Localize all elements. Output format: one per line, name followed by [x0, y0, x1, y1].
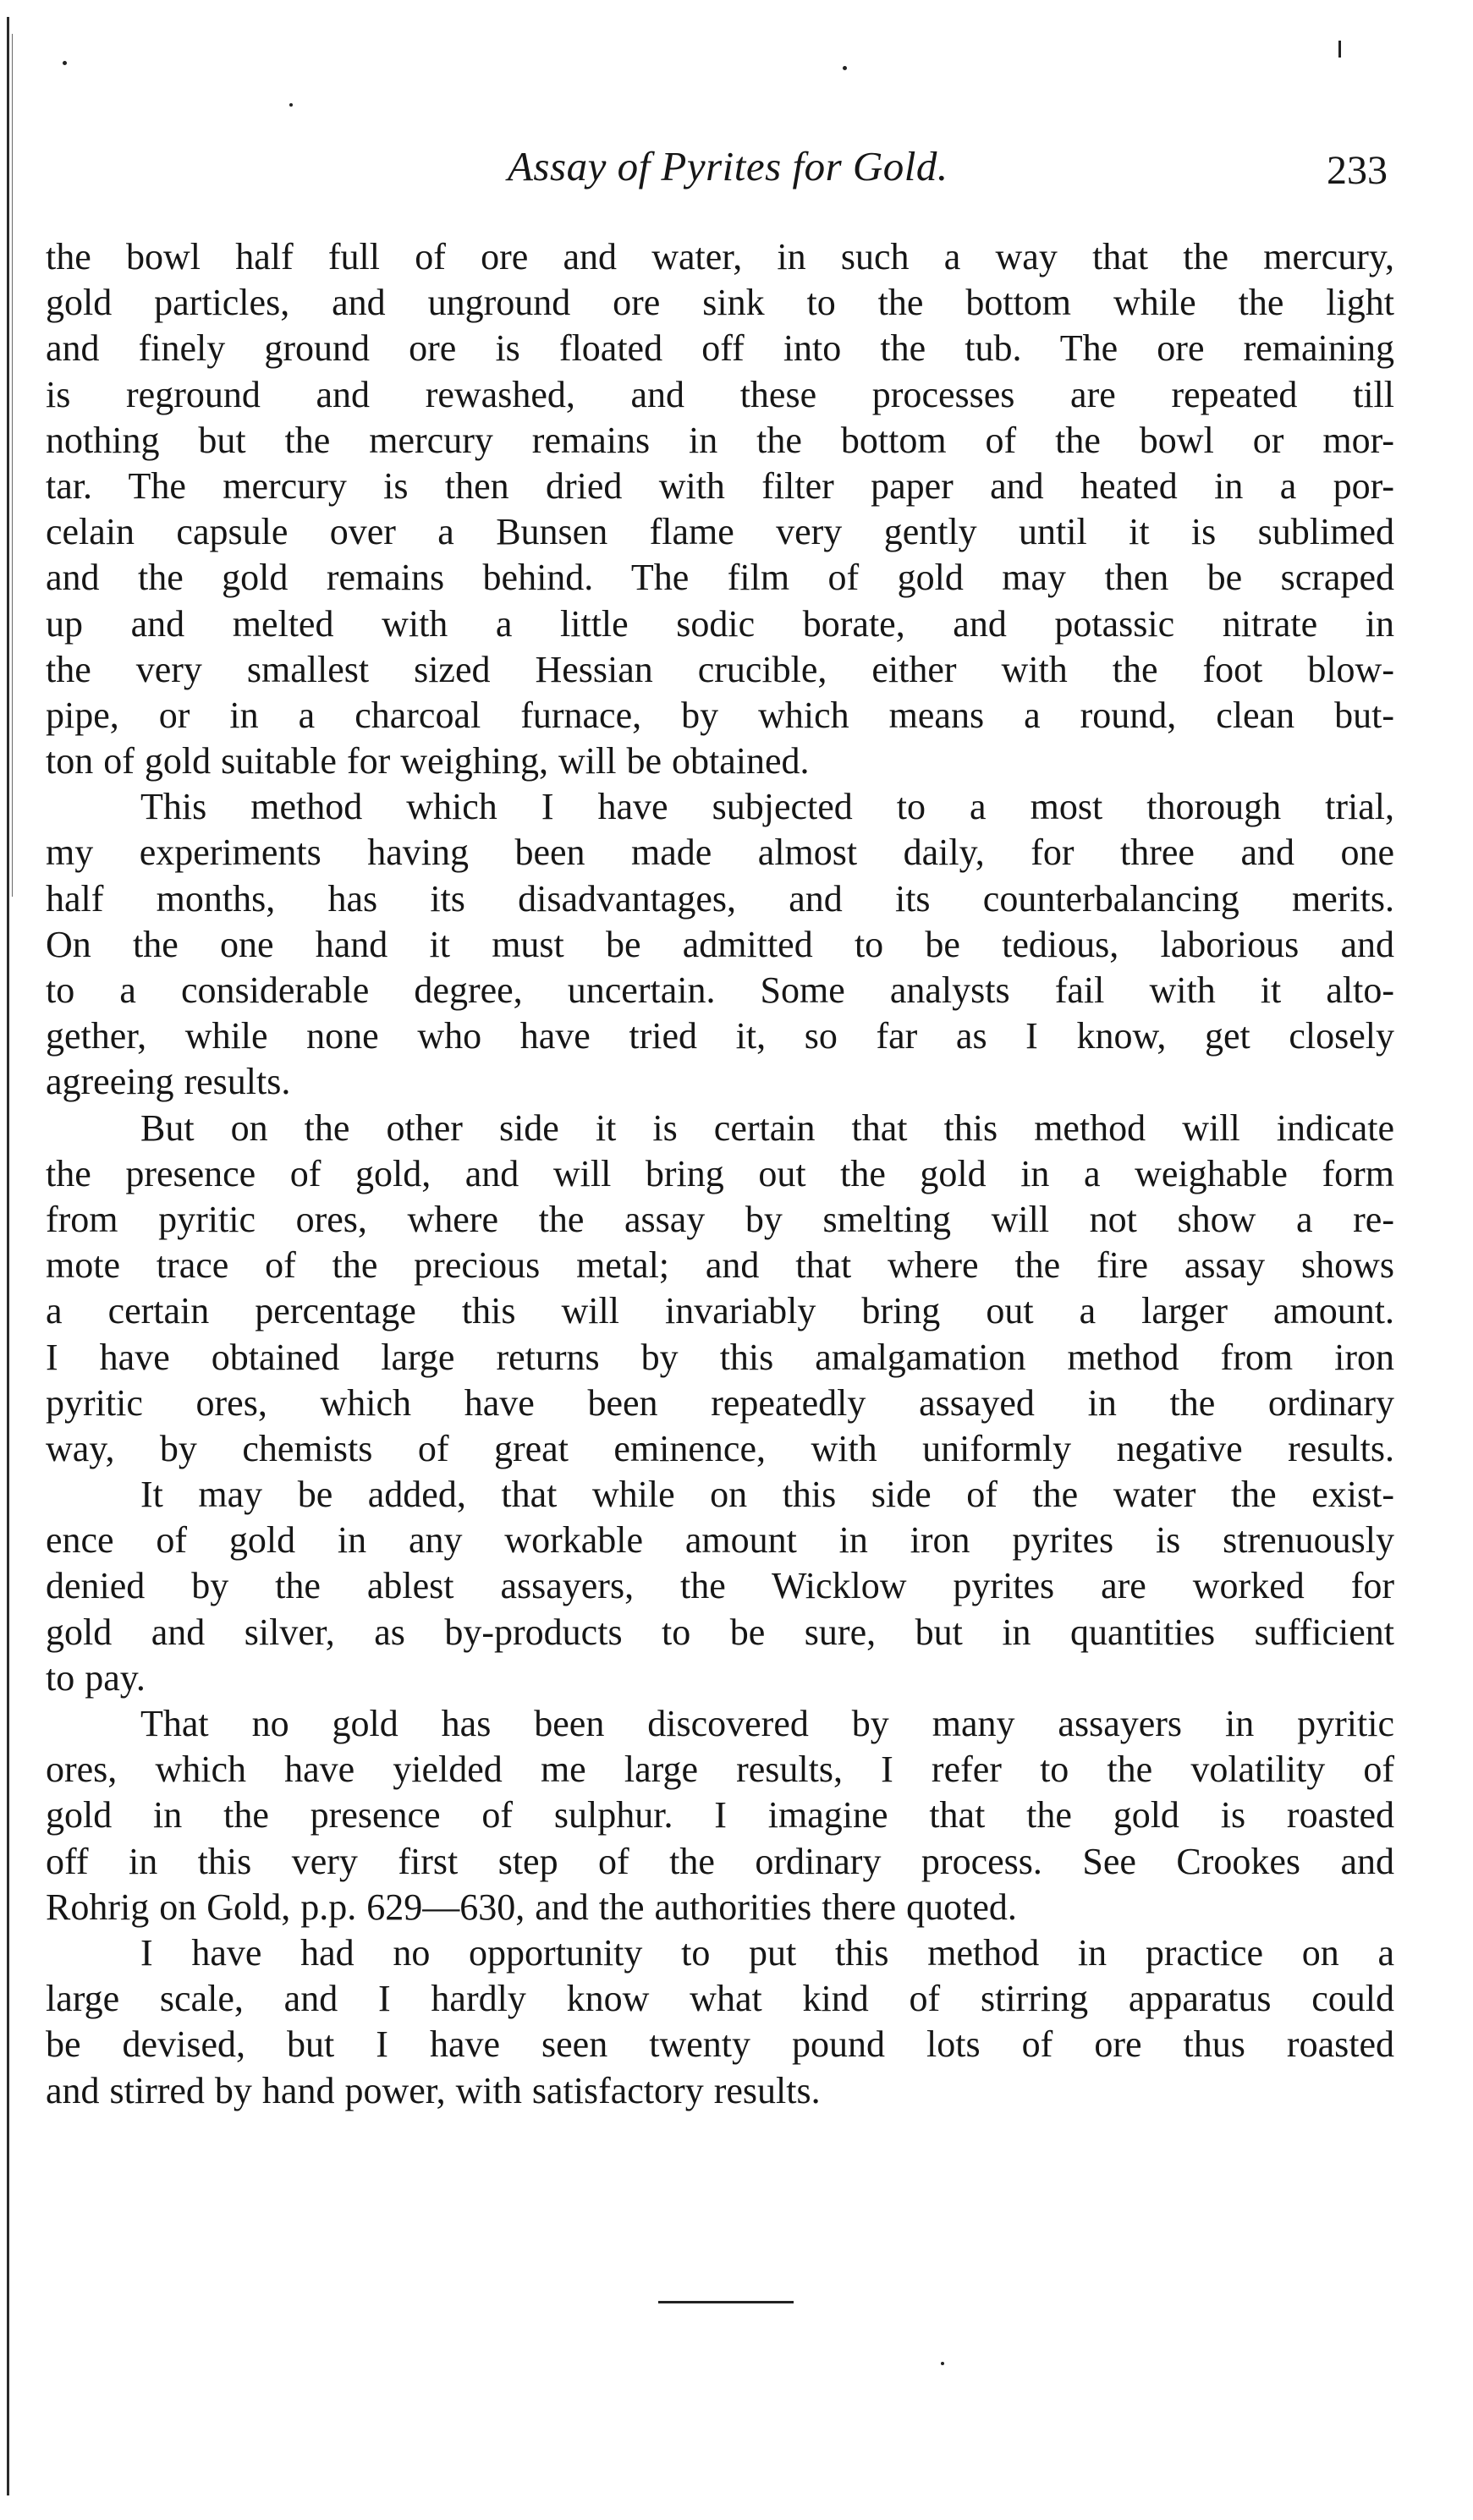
text-line: and stirred by hand power, with satisfactory results.: [46, 2069, 821, 2111]
text-line: is reground and rewashed, and these processes are repeated till: [46, 373, 1394, 415]
text-line: my experiments having been made almost daily, for three and one: [46, 832, 1394, 874]
end-rule: [658, 2301, 794, 2303]
text-line: gold particles, and unground ore sink to the bottom while the light: [46, 282, 1394, 324]
running-head: [51, 142, 1388, 201]
text-line: way, by chemists of great eminence, with uniformly negative results.: [46, 1427, 1394, 1469]
text-line: nothing but the mercury remains in the bottom of the bowl or mor-: [46, 419, 1394, 461]
text-line: agreeing results.: [46, 1061, 291, 1103]
text-line: pipe, or in a charcoal furnace, by which means a round, clean but-: [46, 694, 1394, 736]
text-line: off in this very first step of the ordinary process. See Crookes and: [46, 1840, 1394, 1882]
text-line: ores, which have yielded me large results, I refer to the volatility of: [46, 1749, 1394, 1791]
text-line: up and melted with a little sodic borate, and potassic nitrate in: [46, 602, 1394, 645]
text-line: Rohrig on Gold, p.p. 629—630, and the authorities there quoted.: [46, 1886, 1017, 1928]
running-title: Assay of Pyrites for Gold.: [508, 143, 948, 189]
text-line: mote trace of the precious metal; and that where the fire assay shows: [46, 1244, 1394, 1287]
text-line: celain capsule over a Bunsen flame very gently until it is sublimed: [46, 511, 1394, 553]
text-line: gether, while none who have tried it, so far as I know, get closely: [46, 1015, 1394, 1057]
page-number: 233: [1327, 148, 1388, 193]
text-line: pyritic ores, which have been repeatedly assayed in the ordinary: [46, 1381, 1394, 1424]
paragraph-start-line: That no gold has been discovered by many assayers in pyritic: [140, 1703, 1394, 1744]
text-line: from pyritic ores, where the assay by smelting will not show a re-: [46, 1198, 1394, 1240]
text-line: be devised, but I have seen twenty pound lots of ore thus roasted: [46, 2023, 1394, 2066]
scan-speck: [289, 103, 293, 107]
text-line: large scale, and I hardly know what kind of stirring apparatus could: [46, 1978, 1394, 2020]
text-line: to a considerable degree, uncertain. Some analysts fail with it alto-: [46, 969, 1394, 1011]
text-line: to pay.: [46, 1656, 146, 1699]
paragraph-start-line: But on the other side it is certain that this method will indicate: [140, 1106, 1394, 1149]
paragraph-start-line: This method which I have subjected to a most thorough trial,: [140, 786, 1394, 828]
text-line: the very smallest sized Hessian crucible, either with the foot blow-: [46, 648, 1394, 690]
text-line: the bowl half full of ore and water, in such a way that the mercury,: [46, 236, 1394, 277]
text-line: ton of gold suitable for weighing, will be obtained.: [46, 740, 810, 782]
text-line: the presence of gold, and will bring out the gold in a weighable form: [46, 1152, 1394, 1194]
scan-mark: [1338, 41, 1341, 58]
text-line: tar. The mercury is then dried with filter paper and heated in a por-: [46, 464, 1394, 507]
text-line: and finely ground ore is floated off into the tub. The ore remaining: [46, 327, 1394, 370]
text-line: half months, has its disadvantages, and its counterbalancing merits.: [46, 877, 1394, 920]
binding-edge-shadow: [12, 34, 13, 897]
scan-speck: [941, 2362, 944, 2365]
text-line: gold in the presence of sulphur. I imagine that the gold is roasted: [46, 1794, 1394, 1836]
paragraph-start-line: I have had no opportunity to put this method in practice on a: [140, 1931, 1394, 1974]
scan-speck: [63, 61, 67, 65]
binding-edge: [7, 17, 9, 2495]
text-line: denied by the ablest assayers, the Wicklow pyrites are worked for: [46, 1565, 1394, 1607]
text-line: gold and silver, as by-products to be sure, but in quantities sufficient: [46, 1611, 1394, 1653]
body-text: [46, 234, 1394, 2114]
scan-speck: [843, 66, 847, 70]
text-line: I have obtained large returns by this amalgamation method from iron: [46, 1336, 1394, 1378]
text-line: a certain percentage this will invariably bring out a larger amount.: [46, 1290, 1394, 1332]
paragraph-start-line: It may be added, that while on this side of the water the exist-: [140, 1474, 1394, 1516]
text-line: ence of gold in any workable amount in iron pyrites is strenuously: [46, 1519, 1394, 1562]
text-line: and the gold remains behind. The film of gold may then be scraped: [46, 557, 1394, 599]
text-line: On the one hand it must be admitted to be tedious, laborious and: [46, 923, 1394, 965]
